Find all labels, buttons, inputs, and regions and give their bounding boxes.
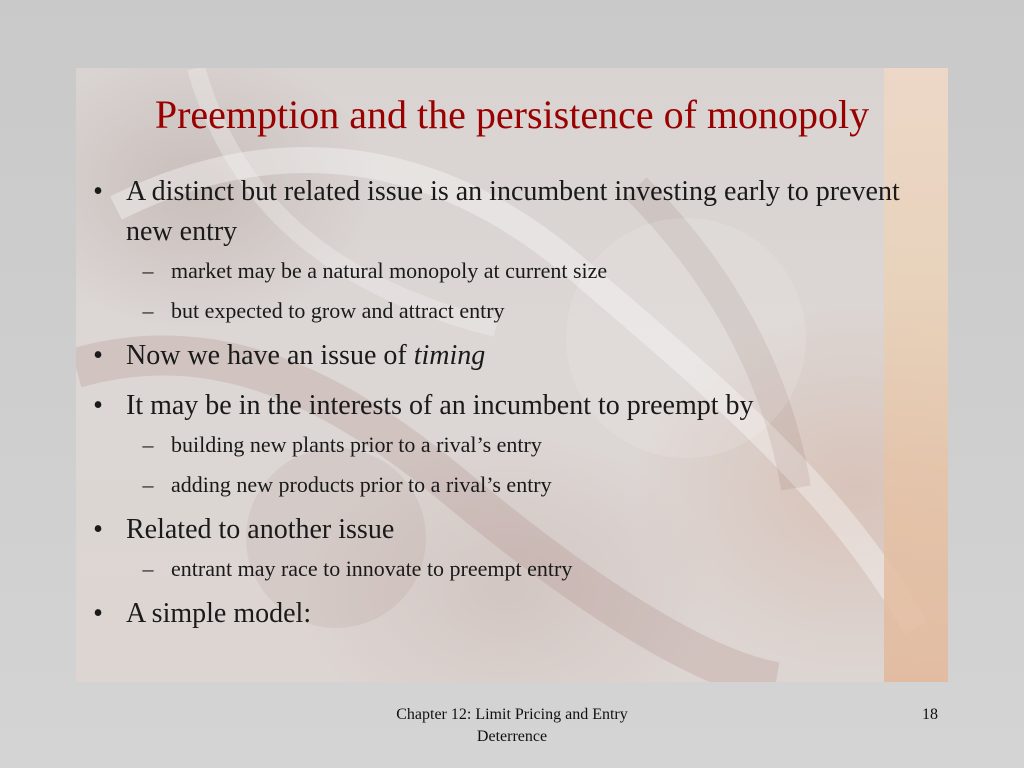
bullet-text: Related to another issue <box>126 514 395 545</box>
bullet-marker: • <box>93 514 103 545</box>
sub-bullet-text: but expected to grow and attract entry <box>171 298 505 323</box>
bullet-item <box>76 172 948 252</box>
bullet-marker: • <box>93 390 103 421</box>
sub-bullet-item <box>76 296 948 326</box>
chapter-caption-line: Chapter 12: Limit Pricing and Entry <box>396 706 628 723</box>
slide-panel <box>76 68 948 682</box>
sub-bullet-marker: – <box>142 432 154 457</box>
slide-number: 18 <box>922 706 938 723</box>
sub-bullet-item <box>76 256 948 286</box>
sub-bullet-item <box>76 470 948 500</box>
sub-bullet-item <box>76 554 948 584</box>
bullet-text: Now we have an issue of <box>126 340 414 371</box>
sub-bullet-text: adding new products prior to a rival’s entry <box>171 472 552 497</box>
sub-bullet-marker: – <box>142 556 154 581</box>
bullet-item <box>76 510 948 550</box>
bullet-text: It may be in the interests of an incumbent to preempt by <box>126 390 754 421</box>
slide-footer <box>0 704 1024 764</box>
bullet-marker: • <box>93 598 103 629</box>
sub-bullet-text: entrant may race to innovate to preempt entry <box>171 556 573 581</box>
sub-bullet-marker: – <box>142 298 154 323</box>
bullet-item <box>76 336 948 376</box>
emphasis-text: timing <box>413 340 486 371</box>
bullet-marker: • <box>93 340 103 371</box>
sub-bullet-marker: – <box>142 472 154 497</box>
bullet-marker: • <box>93 176 103 207</box>
chapter-caption <box>352 704 672 748</box>
bullet-item <box>76 386 948 426</box>
sub-bullet-marker: – <box>142 258 154 283</box>
bullet-list <box>76 172 948 634</box>
sub-bullet-text: building new plants prior to a rival’s entry <box>171 432 542 457</box>
sub-bullet-text: market may be a natural monopoly at current size <box>171 258 608 283</box>
bullet-text: A simple model: <box>126 598 312 629</box>
chapter-caption-line: Deterrence <box>476 728 548 745</box>
bullet-item <box>76 594 948 634</box>
sub-bullet-item <box>76 430 948 460</box>
bullet-text: A distinct but related issue is an incumbent investing early to prevent new entry <box>126 176 900 247</box>
slide-title: Preemption and the persistence of monopoly <box>154 92 870 137</box>
